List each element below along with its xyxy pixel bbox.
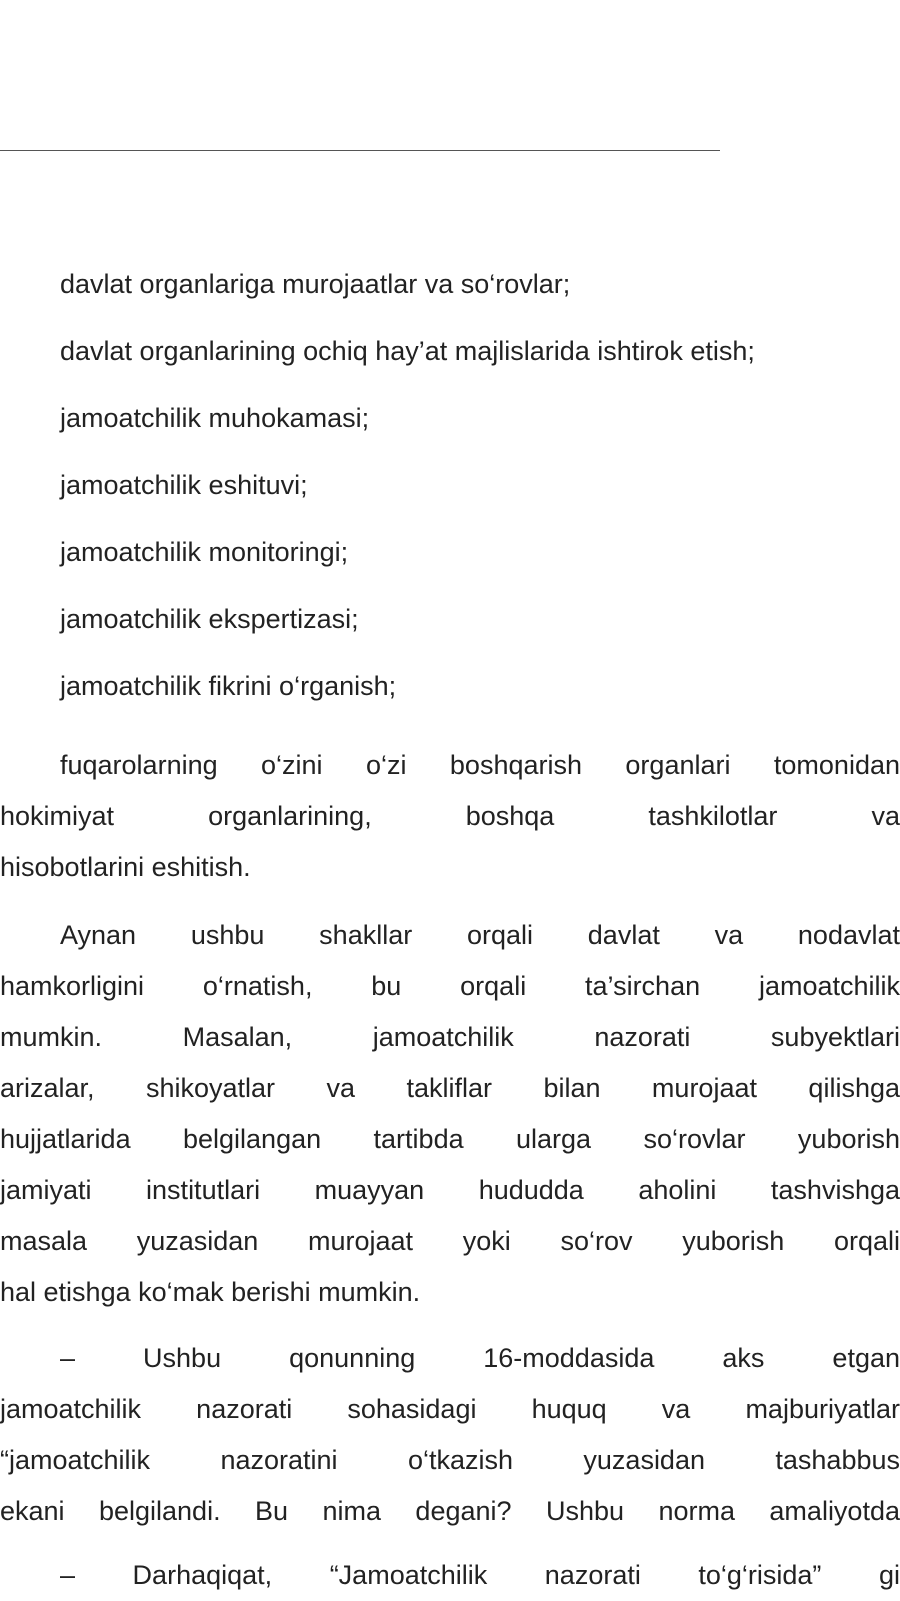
list-item: jamoatchilik ekspertizasi; [60,604,359,634]
list-item: jamoatchilik monitoringi; [60,537,349,567]
list-item: jamoatchilik muhokamasi; [60,403,370,433]
list-item: jamoatchilik fikrini o‘rganish; [60,671,397,701]
paragraph-line: hokimiyat organlarining, boshqa tashkilotlar va [0,801,900,831]
paragraph-line: Aynan ushbu shakllar orqali davlat va nodavlat [60,920,900,950]
paragraph-line: fuqarolarning o‘zini o‘zi boshqarish organlari tomonidan [60,750,900,780]
paragraph-line: hisobotlarini eshitish. [0,852,251,882]
paragraph-line: hujjatlarida belgilangan tartibda ularga so‘rovlar yuborish [0,1124,900,1154]
paragraph-forms-cooperation [0,910,900,1318]
paragraph-line: arizalar, shikoyatlar va takliflar bilan murojaat qilishga [0,1073,900,1103]
paragraph-line: – Darhaqiqat, “Jamoatchilik nazorati to‘g‘risida” gi [60,1560,900,1590]
paragraph-line: “jamoatchilik nazoratini o‘tkazish yuzasidan tashabbus [0,1445,900,1475]
paragraph-line: jamiyati institutlari muayyan hududda aholini tashvishga [0,1175,900,1205]
paragraph-line: mumkin. Masalan, jamoatchilik nazorati subyektlari [0,1022,900,1052]
list-item: davlat organlarining ochiq hay’at majlislarida ishtirok etish; [60,336,755,366]
paragraph-line: – Ushbu qonunning 16-moddasida aks etgan [60,1343,900,1373]
header-divider [0,150,720,151]
paragraph-line: masala yuzasidan murojaat yoki so‘rov yuborish orqali [0,1226,900,1256]
paragraph-law-reference [0,1550,900,1601]
paragraph-article-16 [0,1333,900,1537]
paragraph-line: hamkorligini o‘rnatish, bu orqali ta’sirchan jamoatchilik [0,971,900,1001]
paragraph-line: hal etishga ko‘mak berishi mumkin. [0,1277,421,1307]
paragraph-hearing-reports [0,740,900,893]
list-item: davlat organlariga murojaatlar va so‘rovlar; [60,269,571,299]
list-item: jamoatchilik eshituvi; [60,470,308,500]
paragraph-line: ekani belgilandi. Bu nima degani? Ushbu norma amaliyotda [0,1496,900,1526]
paragraph-line: jamoatchilik nazorati sohasidagi huquq va majburiyatlar [0,1394,900,1424]
